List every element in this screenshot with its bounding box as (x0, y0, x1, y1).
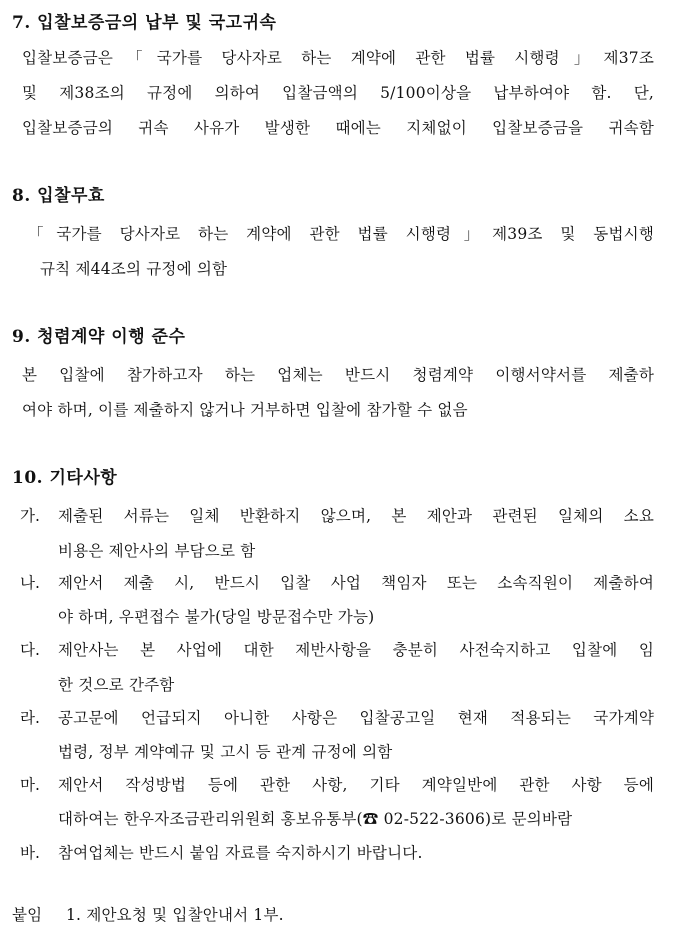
item-da-line-2: 한 것으로 간주함 (58, 676, 175, 694)
item-marker-ma: 마. (20, 776, 40, 794)
item-na-line-1: 제안서 제출 시, 반드시 입찰 사업 책임자 또는 소속직원이 제출하여 (58, 574, 654, 592)
item-ba-line-1: 참여업체는 반드시 붙임 자료를 숙지하시기 바랍니다. (58, 844, 423, 862)
item-da-line-1: 제안사는 본 사업에 대한 제반사항을 충분히 사전숙지하고 입찰에 임 (58, 641, 654, 659)
item-marker-na: 나. (20, 574, 40, 592)
section-9-heading: 9. 청렴계약 이행 준수 (12, 327, 186, 347)
section-9-line-2: 여야 하며, 이를 제출하지 않거나 거부하면 입찰에 참가할 수 없음 (22, 401, 468, 419)
item-ma-line-2: 대하여는 한우자조금관리위원회 홍보유통부(☎ 02-522-3606)로 문의바람 (58, 810, 573, 828)
section-8-heading: 8. 입찰무효 (12, 186, 105, 206)
section-7-line-3: 입찰보증금의 귀속 사유가 발생한 때에는 지체없이 입찰보증금을 귀속함 (22, 119, 654, 137)
item-ga-line-2: 비용은 제안사의 부담으로 함 (58, 542, 256, 560)
attachment-label: 붙임 (12, 906, 43, 924)
item-ra-line-2: 법령, 정부 계약예규 및 고시 등 관계 규정에 의함 (58, 743, 393, 761)
item-marker-ba: 바. (20, 844, 40, 862)
section-7-heading: 7. 입찰보증금의 납부 및 국고귀속 (12, 13, 277, 33)
attachment-text: 1. 제안요청 및 입찰안내서 1부. (66, 906, 284, 924)
item-ma-line-1: 제안서 작성방법 등에 관한 사항, 기타 계약일반에 관한 사항 등에 (58, 776, 654, 794)
item-ga-line-1: 제출된 서류는 일체 반환하지 않으며, 본 제안과 관련된 일체의 소요 (58, 507, 654, 525)
item-marker-da: 다. (20, 641, 40, 659)
section-7-line-2: 및 제38조의 규정에 의하여 입찰금액의 5/100이상을 납부하여야 함. 단, (22, 84, 654, 102)
section-10-heading: 10. 기타사항 (12, 468, 118, 488)
section-8-line-2: 규칙 제44조의 규정에 의함 (40, 260, 228, 278)
item-ra-line-1: 공고문에 언급되지 아니한 사항은 입찰공고일 현재 적용되는 국가계약 (58, 709, 654, 727)
section-9-line-1: 본 입찰에 참가하고자 하는 업체는 반드시 청렴계약 이행서약서를 제출하 (22, 366, 654, 384)
item-marker-ra: 라. (20, 709, 40, 727)
item-marker-ga: 가. (20, 507, 40, 525)
item-na-line-2: 야 하며, 우편접수 불가(당일 방문접수만 가능) (58, 608, 375, 626)
section-8-line-1: 「국가를 당사자로 하는 계약에 관한 법률 시행령」제39조 및 동법시행 (28, 225, 654, 243)
section-7-line-1: 입찰보증금은「국가를 당사자로 하는 계약에 관한 법률 시행령」제37조 (22, 49, 654, 67)
